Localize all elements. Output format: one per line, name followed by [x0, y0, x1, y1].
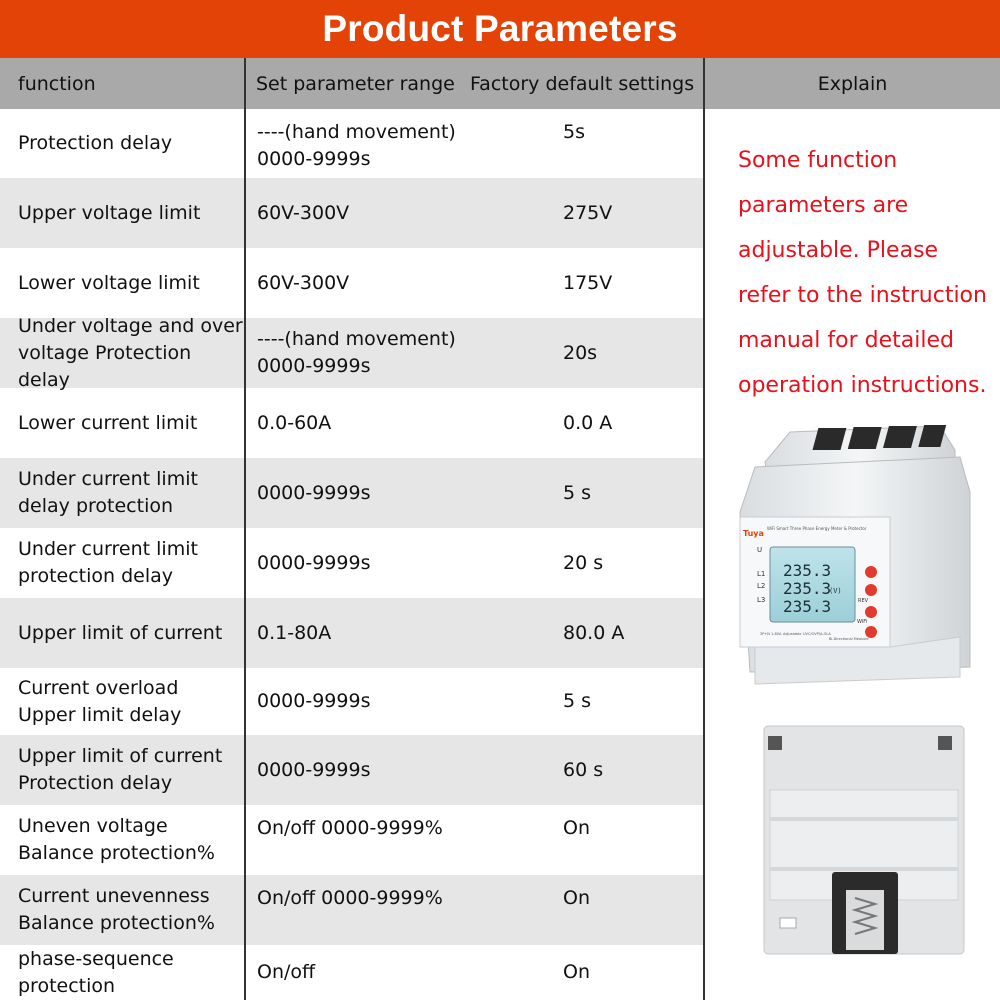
default-cell: 60 s [563, 758, 604, 781]
range-cell: 60V-300V [257, 271, 350, 294]
header-explain: Explain [817, 72, 888, 95]
range-cell: 0.0-60A [257, 411, 332, 434]
explain-line: Some function [738, 148, 898, 173]
function-cell: Under voltage and over voltage Protection delay [18, 314, 243, 391]
spec-text: 3P+N 1-80A [760, 632, 782, 636]
spec-text: UVC/OVP/A-OLA [803, 632, 831, 636]
up-button-icon [865, 584, 877, 596]
default-cell: On [563, 961, 590, 983]
default-cell: 175V [563, 271, 613, 294]
default-cell: On [563, 817, 590, 839]
range-cell: ----(hand movement) 0000-9999s [257, 328, 456, 377]
default-cell: 5 s [563, 481, 592, 504]
explain-line: refer to the instruction [738, 283, 987, 308]
button-label: WiFi [857, 619, 868, 625]
table-row [0, 458, 704, 528]
screw-hole-icon [938, 736, 952, 750]
lcd-reading: 235.3 [783, 597, 832, 616]
table-row [0, 528, 704, 598]
table-row [0, 109, 704, 178]
lcd-reading: 235.3 [783, 561, 832, 580]
explain-note [738, 138, 998, 408]
function-cell: Uneven voltage Balance protection% [18, 815, 215, 864]
divider-col3 [703, 58, 705, 1000]
table-row [0, 668, 704, 735]
divider-col1 [244, 58, 246, 1000]
header-default: Factory default settings [470, 72, 695, 95]
table-row [0, 875, 704, 945]
set-button-icon [865, 566, 877, 578]
default-cell: 20s [563, 341, 598, 364]
function-cell: Current unevenness Balance protection% [18, 885, 215, 934]
function-cell: Upper limit of current [18, 621, 223, 644]
device-front-image [735, 422, 990, 694]
function-cell: Upper limit of current Protection delay [18, 745, 223, 794]
table-header [0, 58, 1000, 109]
model-line: WiFi Smart Three Phase Energy Meter & Protector [767, 526, 867, 531]
default-cell: 5s [563, 121, 585, 143]
phase-label: L3 [757, 596, 766, 604]
table-row [0, 598, 704, 668]
spec-text: Bi-Directional Measure [829, 637, 869, 641]
spec-text: Adjustable [783, 632, 802, 636]
default-cell: 275V [563, 201, 613, 224]
range-cell: 0000-9999s [257, 690, 371, 712]
range-cell: On/off [257, 961, 316, 983]
phase-label: U [757, 546, 763, 554]
range-cell: 60V-300V [257, 201, 350, 224]
function-cell: Under current limit protection delay [18, 538, 198, 587]
function-cell: phase-sequence protection [18, 947, 174, 997]
explain-line: parameters are [738, 193, 909, 218]
brand-logo: Tuya [743, 529, 764, 538]
header-range: Set parameter range [256, 72, 455, 95]
explain-line: operation instructions. [738, 373, 987, 398]
function-cell: Under current limit delay protection [18, 468, 198, 517]
range-cell: 0000-9999s [257, 481, 371, 504]
header-function: function [18, 72, 96, 95]
default-cell: 20 s [563, 551, 604, 574]
range-cell: On/off 0000-9999% [257, 887, 443, 909]
default-cell: 0.0 A [563, 411, 613, 434]
table-row [0, 805, 704, 875]
device-back-image [760, 722, 970, 960]
table-row [0, 248, 704, 318]
function-cell: Lower voltage limit [18, 271, 200, 294]
page-title: Product Parameters [0, 0, 1000, 58]
range-cell: ----(hand movement) 0000-9999s [257, 121, 456, 170]
screw-hole-icon [768, 736, 782, 750]
phase-label: L1 [757, 570, 766, 578]
button-label: REV [858, 598, 869, 604]
function-cell: Upper voltage limit [18, 201, 201, 224]
lcd-reading: 235.3 [783, 579, 832, 598]
phase-label: L2 [757, 582, 766, 590]
function-cell: Lower current limit [18, 411, 198, 434]
down-button-icon [865, 606, 877, 618]
table-row [0, 945, 704, 1000]
lcd-unit: (V) [829, 587, 842, 595]
table-row [0, 178, 704, 248]
range-cell: 0000-9999s [257, 758, 371, 781]
explain-line: adjustable. Please [738, 238, 939, 263]
default-cell: 80.0 A [563, 621, 625, 644]
table-row [0, 314, 704, 391]
table-row [0, 388, 704, 458]
function-cell: Protection delay [18, 132, 173, 154]
table-row [0, 735, 704, 805]
default-cell: 5 s [563, 690, 592, 712]
range-cell: On/off 0000-9999% [257, 817, 443, 839]
default-cell: On [563, 887, 590, 909]
function-cell: Current overload Upper limit delay [18, 676, 182, 726]
explain-line: manual for detailed [738, 328, 954, 353]
range-cell: 0000-9999s [257, 551, 371, 574]
range-cell: 0.1-80A [257, 621, 332, 644]
